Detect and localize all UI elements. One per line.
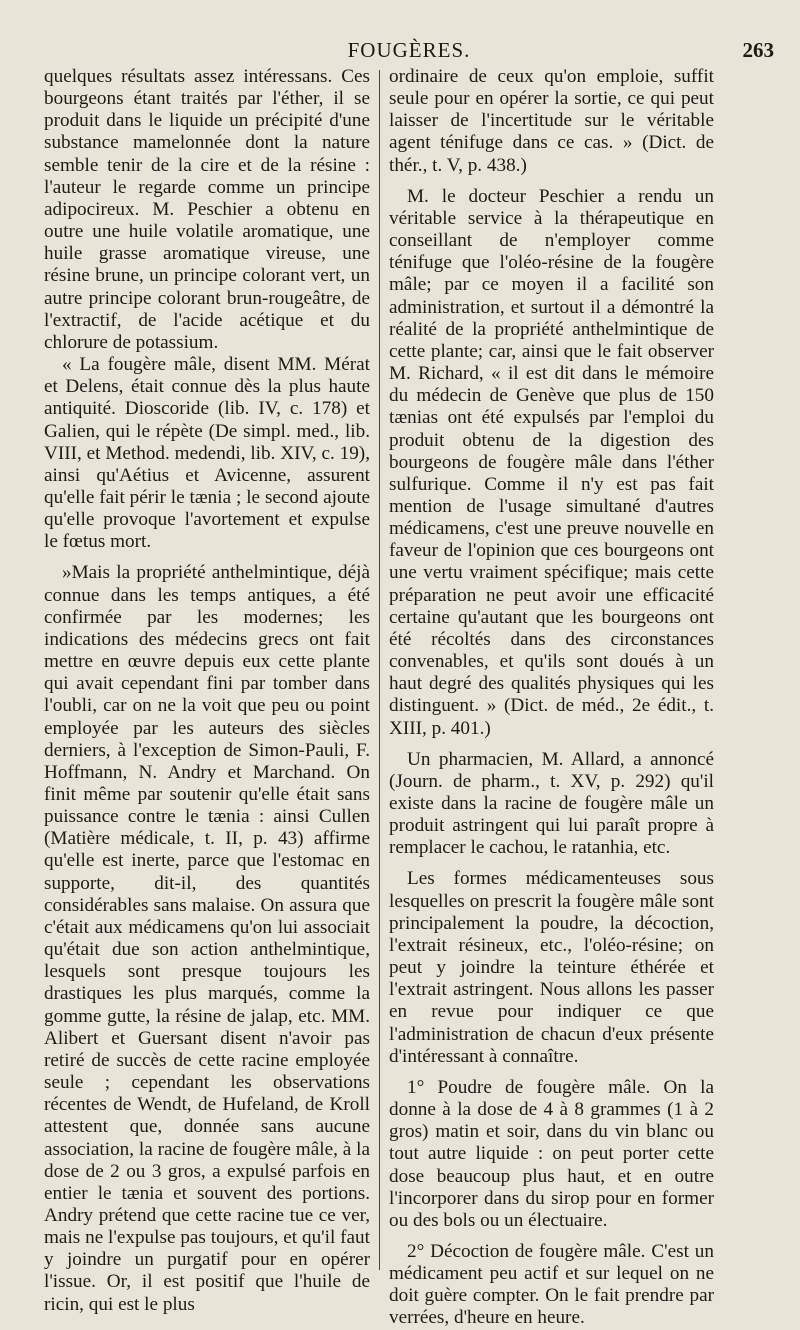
- paragraph: quelques résultats assez intéressans. Ces bourgeons étant traités par l'éther, il se produit dans le liquide un précipité d'une substance mamelonnée dont la nature semble tenir de la cire et de la résine : l'auteur le regarde comme un principe adipocireux. M. Peschier a obtenu en outre une huile volatile aromatique, une huile grasse aromatique vireuse, une résine brune, un principe colorant vert, un autre principe colorant brun-rougeâtre, de l'extractif, de l'acide acétique et du chlorure de potassium.: [44, 66, 370, 353]
- paragraph: 1° Poudre de fougère mâle. On la donne à la dose de 4 à 8 grammes (1 à 2 gros) matin et soir, dans du vin blanc ou tout autre liquide : on peut porter cette dose beaucoup plus haut, et en outre l'incorporer dans du sirop pour en former ou des bols ou un électuaire.: [389, 1076, 714, 1231]
- running-title: FOUGÈRES.: [347, 38, 471, 62]
- paragraph: Les formes médicamenteuses sous lesquelles on prescrit la fougère mâle sont principalement la poudre, la décoction, l'extrait résineux, etc., l'oléo-résine; on peut y joindre la teinture éthérée et l'extrait astringent. Nous allons les passer en revue pour indiquer ce que l'administration de chacun d'eux présente d'intéressant à connaître.: [389, 868, 714, 1067]
- paragraph: »Mais la propriété anthelmintique, déjà connue dans les temps antiques, a été confirmée par les modernes; les indications des médecins grecs ont fait mettre en œuvre depuis eux cette plante qui avait cependant fini par tomber dans l'oubli, car on ne la voit que peu ou point employée par les auteurs des siècles derniers, à l'exception de Simon-Pauli, F. Hoffmann, N. Andry et Marchand. On finit même par soutenir qu'elle était sans puissance contre le tænia : ainsi Cullen (Matière médicale, t. II, p. 43) affirme qu'elle est inerte, parce que l'estomac en supporte, dit-il, des quantités considérables sans malaise. On assura que c'était aux médicamens qu'on lui associait qu'était due son action anthelmintique, lesquels sont presque toujours les drastiques les plus marqués, comme la gomme gutte, la résine de jalap, etc. MM. Alibert et Guersant disent n'avoir pas retiré de succès de cette racine employée seule ; cependant les observations récentes de Wendt, de Hufeland, de Kroll attestent que, donnée sans aucune association, la racine de fougère mâle, à la dose de 2 ou 3 gros, a expulsé parfois en entier le tænia et souvent des portions. Andry prétend que cette racine tue ce ver, mais ne l'expulse pas toujours, et qu'il faut y joindre un purgatif pour en opérer l'issue. Or, il est positif que l'huile de ricin, qui est le plus: [44, 562, 370, 1315]
- page-number: 263: [742, 38, 774, 62]
- right-column: [389, 66, 714, 1330]
- paragraph: 2° Décoction de fougère mâle. C'est un médicament peu actif et sur lequel on ne doit guère compter. On le fait prendre par verrées, d'heure en heure.: [389, 1240, 714, 1329]
- paragraph: « La fougère mâle, disent MM. Mérat et Delens, était connue dès la plus haute antiquité. Dioscoride (lib. IV, c. 178) et Galien, qui le répète (De simpl. med., lib. VIII, et Method. medendi, lib. XIV, c. 19), ainsi qu'Aétius et Avicenne, assurent qu'elle fait périr le tænia ; le second ajoute qu'elle provoque l'avortement et expulse le fœtus mort.: [44, 354, 370, 553]
- paragraph: M. le docteur Peschier a rendu un véritable service à la thérapeutique en conseillant de n'employer comme ténifuge que l'oléo-résine de la fougère mâle; par ce moyen il a facilité son administration, et surtout il a démontré la réalité de la propriété anthelmintique de cette plante; car, ainsi que le fait observer M. Richard, « il est dit dans le mémoire du médecin de Genève que plus de 150 tænias ont été expulsés par l'emploi du produit obtenu de la digestion des bourgeons de fougère mâle dans l'éther sulfurique. Comme il n'y est pas fait mention de l'usage simultané d'autres médicamens, c'est une preuve nouvelle en faveur de l'opinion que ces bourgeons ont une vertu vraiment spécifique; mais cette préparation ne peut avoir une efficacité certaine qu'autant que les bourgeons ont été récoltés dans des circonstances convenables, et qu'ils sont doués à un haut degré des qualités physiques qui les distinguent. » (Dict. de méd., 2e édit., t. XIII, p. 401.): [389, 185, 714, 739]
- column-divider: [379, 70, 380, 1270]
- page-header: [44, 38, 774, 68]
- left-column: [44, 66, 370, 1316]
- paragraph: ordinaire de ceux qu'on emploie, suffit seule pour en opérer la sortie, ce qui peut laisser de l'incertitude sur le véritable agent ténifuge dans ce cas. » (Dict. de thér., t. V, p. 438.): [389, 66, 714, 176]
- paragraph: Un pharmacien, M. Allard, a annoncé (Journ. de pharm., t. XV, p. 292) qu'il existe dans la racine de fougère mâle un produit astringent qui lui paraît propre à remplacer le cachou, le ratanhia, etc.: [389, 748, 714, 859]
